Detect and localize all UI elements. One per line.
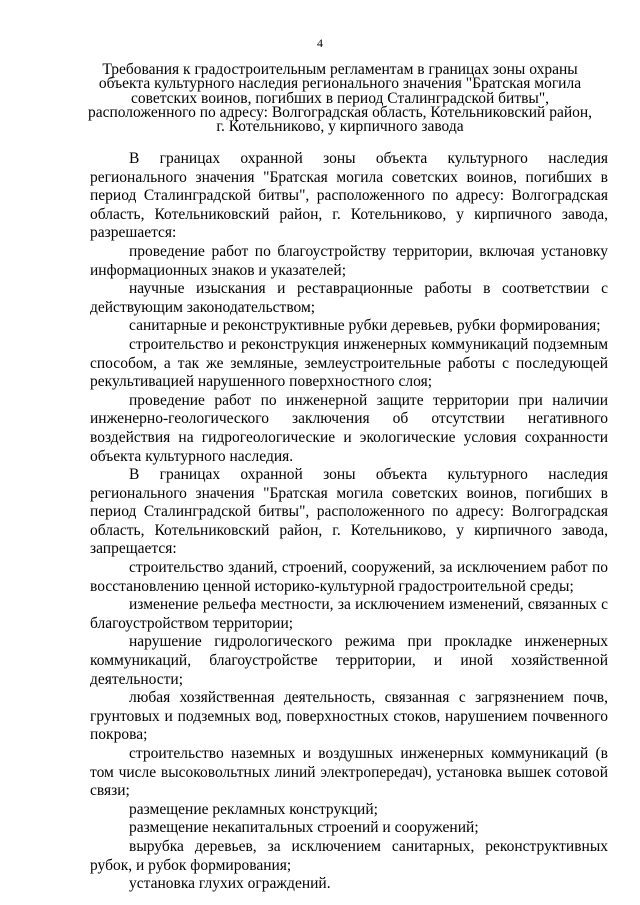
paragraph-permitted-item: строительство и реконструкция инженерных коммуникаций подземным способом, а так же земляные, землеустроительные работы с последующей рекультивацией нарушенного поверхностного слоя; (90, 335, 608, 391)
page-number: 4 (317, 36, 323, 50)
title-line: объекта культурного наследия регионального значения "Братская могила (98, 75, 582, 93)
document-title (80, 63, 600, 134)
title-line: расположенного по адресу: Волгоградская область, Котельниковский район, (87, 103, 593, 121)
title-line: г. Котельниково, у кирпичного завода (216, 118, 464, 136)
paragraph-prohibited-item: вырубка деревьев, за исключением санитарных, реконструктивных рубок, и рубок формирования; (90, 837, 608, 874)
paragraph-permitted-intro: В границах охранной зоны объекта культурного наследия регионального значения "Братская могила советских воинов, погибших в период Сталинградской битвы", расположенного по адресу: Волгоградская область, Котельниковский район, г. Котельниково, у кирпичного завода, разрешается: (90, 150, 608, 242)
paragraph-prohibited-item: строительство наземных и воздушных инженерных коммуникаций (в том числе высоковольтных линий электропередач), установка вышек сотовой связи; (90, 745, 608, 800)
paragraph-prohibited-item: установка глухих ограждений. (129, 875, 331, 893)
paragraph-prohibited-item: размещение рекламных конструкций; (129, 800, 378, 818)
paragraph-prohibited-item: нарушение гидрологического режима при прокладке инженерных коммуникаций, благоустройстве территории, и иной хозяйственной деятельности; (90, 633, 608, 688)
paragraph-permitted-item: проведение работ по инженерной защите территории при наличии инженерно-геологического заключения об отсутствии негативного воздействия на гидрогеологические и экологические условия сохранности объекта культурного наследия. (90, 391, 608, 465)
document-body (90, 150, 608, 894)
paragraph-prohibited-item: размещение некапитальных строений и сооружений; (129, 819, 479, 837)
paragraph-prohibited-intro: В границах охранной зоны объекта культурного наследия регионального значения "Братская могила советских воинов, погибших в период Сталинградской битвы", расположенного по адресу: Волгоградская область, Котельниковский район, г. Котельниково, у кирпичного завода, запрещается: (90, 466, 608, 558)
title-line: советских воинов, погибших в период Сталинградской битвы", (130, 89, 550, 107)
paragraph-prohibited-item: изменение рельефа местности, за исключением изменений, связанных с благоустройством территории; (90, 596, 608, 632)
paragraph-prohibited-item: любая хозяйственная деятельность, связанная с загрязнением почв, грунтовых и подземных вод, поверхностных стоков, нарушением почвенного покрова; (90, 689, 608, 744)
paragraph-permitted-item: научные изыскания и реставрационные работы в соответствии с действующим законодательством; (90, 280, 608, 316)
paragraph-prohibited-item: строительство зданий, строений, сооружений, за исключением работ по восстановлению ценной историко-культурной градостроительной среды; (90, 559, 608, 595)
paragraph-permitted-item: проведение работ по благоустройству территории, включая установку информационных знаков и указателей; (90, 242, 608, 279)
paragraph-permitted-item: санитарные и реконструктивные рубки деревьев, рубки формирования; (129, 317, 601, 335)
title-line: Требования к градостроительным регламентам в границах зоны охраны (102, 61, 578, 78)
